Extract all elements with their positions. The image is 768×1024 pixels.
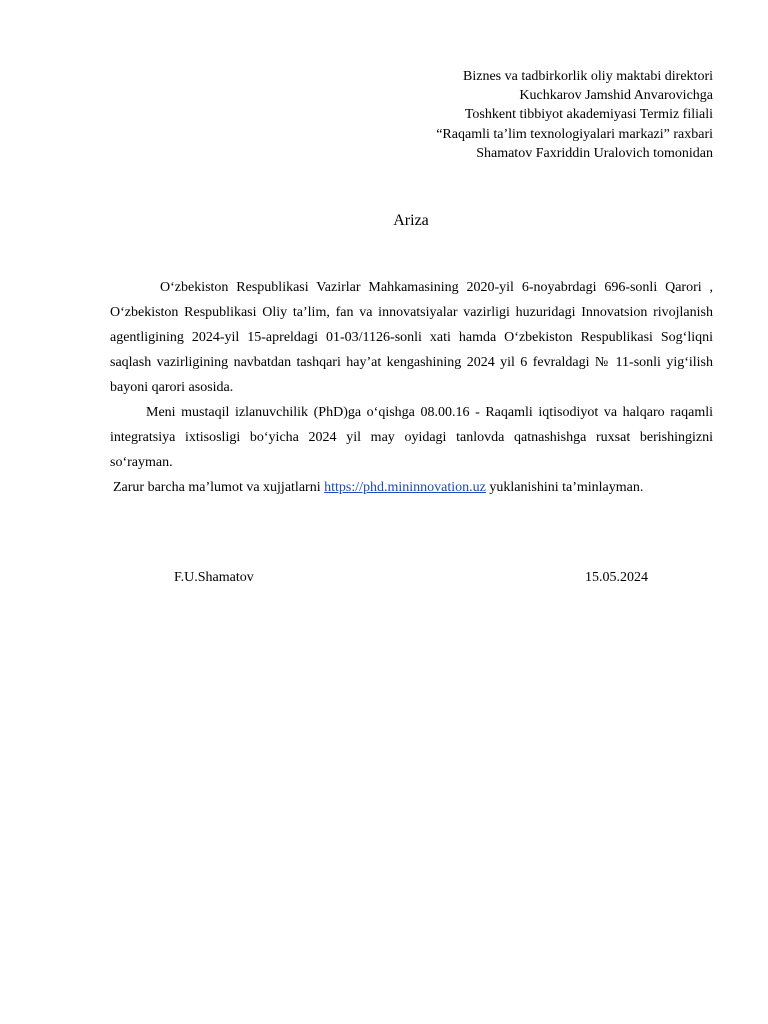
- paragraph-basis: O‘zbekiston Respublikasi Vazirlar Mahkamasining 2020-yil 6-noyabrdagi 696-sonli Qarori , O‘zbekiston Respublikasi Oliy ta’lim, fan va innovatsiyalar vazirligi huzuridagi Innovatsion rivojlanish agentligining 2024-yil 15-apreldagi 01-03/1126-sonli xati hamda O‘zbekiston Respublikasi Sog‘liqni saqlash vazirligining navbatdan tashqari hay’at kengashining 2024 yil 6 fevraldagi № 11-sonli yig‘ilish bayoni qarori asosida.: [110, 280, 713, 395]
- signature-name: F.U.Shamatov: [174, 570, 254, 585]
- addressee-line-5: Shamatov Faxriddin Uralovich tomonidan: [476, 145, 713, 161]
- addressee-line-3: Toshkent tibbiyot akademiyasi Termiz filiali: [464, 107, 713, 123]
- document-body: [110, 275, 713, 500]
- portal-link[interactable]: https://phd.mininnovation.uz: [324, 480, 486, 495]
- addressee-line-1: Biznes va tadbirkorlik oliy maktabi direktori: [463, 69, 713, 84]
- addressee-line-4: “Raqamli ta’lim texnologiyalari markazi” raxbari: [436, 126, 713, 142]
- addressee-block: [436, 67, 713, 163]
- document-title: Ariza: [393, 212, 429, 229]
- paragraph-documents-prefix: Zarur barcha ma’lumot va xujjatlarni: [113, 480, 325, 495]
- addressee-line-2: Kuchkarov Jamshid Anvarovichga: [519, 88, 713, 104]
- paragraph-documents: [110, 475, 713, 500]
- paragraph-documents-suffix: yuklanishini ta’minlayman.: [485, 480, 644, 495]
- signature-date: 15.05.2024: [585, 570, 648, 585]
- paragraph-request: Meni mustaqil izlanuvchilik (PhD)ga o‘qishga 08.00.16 - Raqamli iqtisodiyot va halqaro raqamli integratsiya ixtisosligi bo‘yicha 2024 yil may oyidagi tanlovda qatnashishga ruxsat berishingizni so‘rayman.: [110, 405, 713, 470]
